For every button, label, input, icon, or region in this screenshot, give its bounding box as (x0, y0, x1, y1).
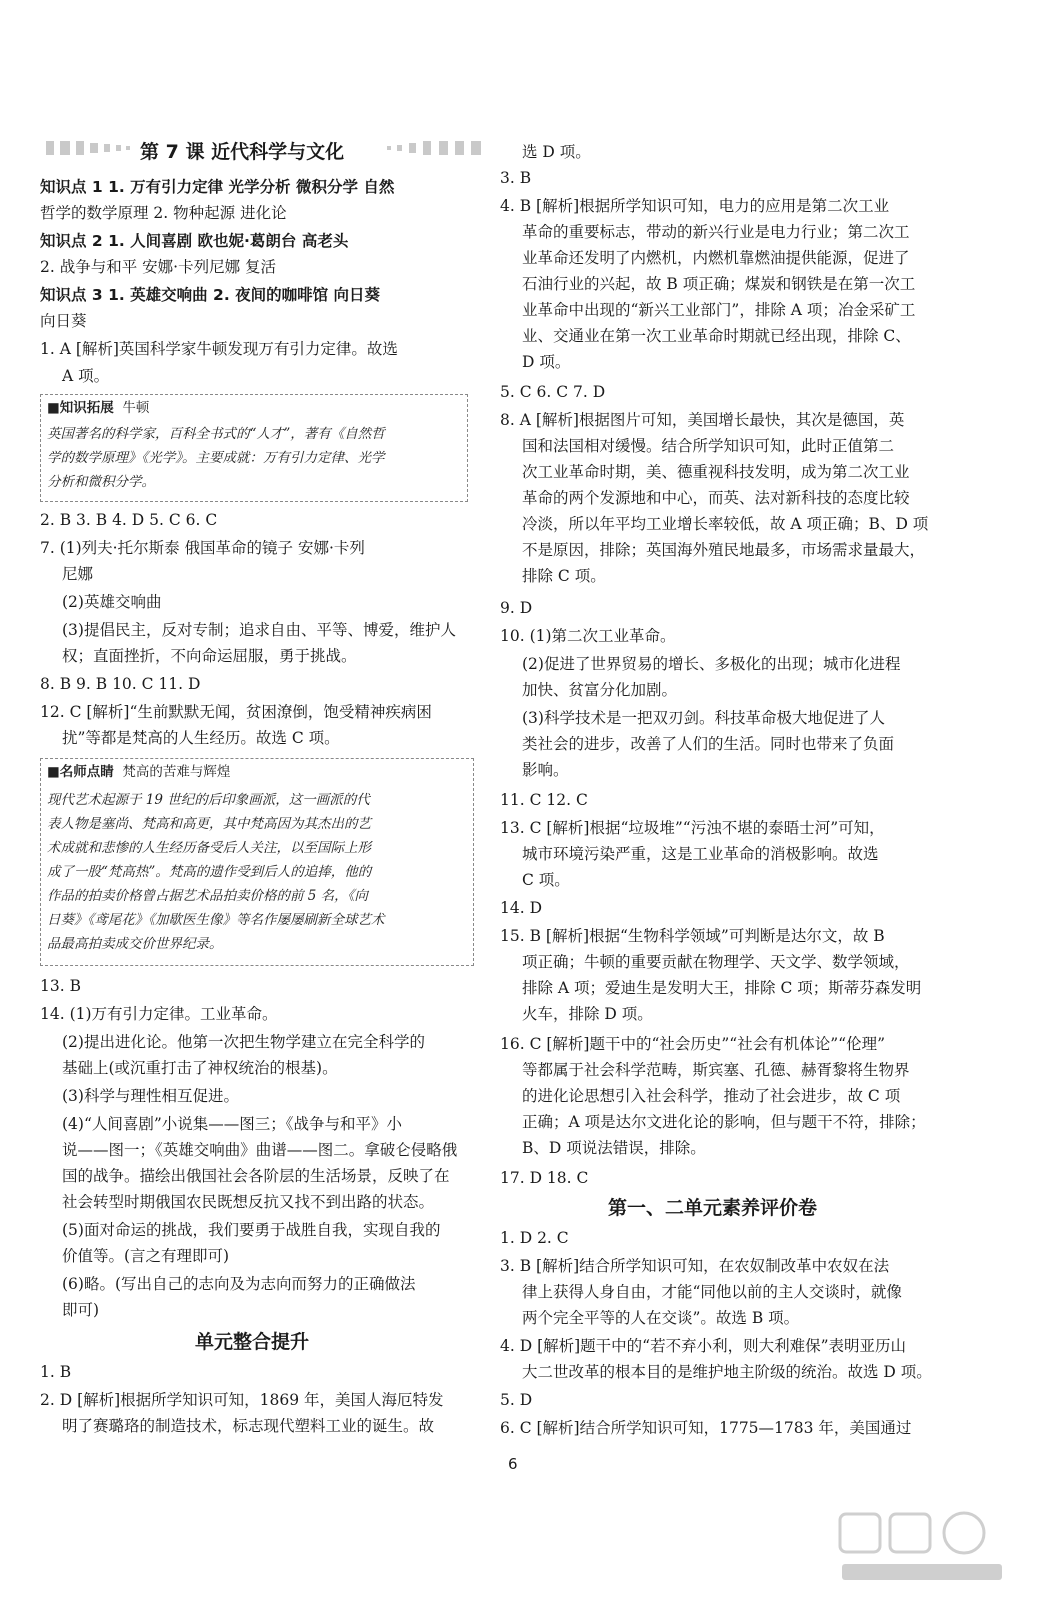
answer-line: (3)科学与理性相互促进。 (62, 1087, 239, 1105)
answer-line: 1. B (40, 1363, 72, 1381)
knowledge-point-line: 知识点 1 1. 万有引力定律 光学分析 微积分学 自然 (40, 178, 395, 196)
answer-line: 4. D [解析]题干中的“若不弃小利，则大利难保”表明亚历山 (500, 1337, 907, 1355)
answer-line: 两个完全平等的人在交谈”。故选 B 项。 (522, 1309, 800, 1327)
knowledge-point-line: 知识点 3 1. 英雄交响曲 2. 夜间的咖啡馆 向日葵 (40, 286, 381, 304)
answer-line: 5. D (500, 1391, 533, 1409)
teacher-insight-line: 作品的拍卖价格曾占据艺术品拍卖价格的前 5 名，《向 (47, 888, 368, 904)
answer-line: 业革命中出现的“新兴工业部门”，排除 A 项；冶金采矿工 (522, 301, 916, 319)
answer-line: 不是原因，排除；英国海外殖民地最多，市场需求量最大， (522, 541, 926, 559)
answer-line: 排除 A 项；爱迪生是发明大王，排除 C 项；斯蒂芬森发明 (522, 979, 922, 997)
answer-line: 3. B [解析]结合所学知识可知，在农奴制改革中农奴在法 (500, 1257, 890, 1275)
answer-line: 价值等。(言之有理即可) (62, 1247, 230, 1265)
answer-line: 社会转型时期俄国农民既想反抗又找不到出路的状态。 (62, 1193, 435, 1211)
knowledge-extension-line: 英国著名的科学家，百科全书式的“人才”，著有《自然哲 (47, 426, 385, 442)
answer-line: 权；直面挫折，不向命运屈服，勇于挑战。 (62, 647, 357, 665)
answer-line: 明了赛璐珞的制造技术，标志现代塑料工业的诞生。故 (62, 1417, 435, 1435)
answer-line: 2. 战争与和平 安娜·卡列尼娜 复活 (40, 258, 276, 276)
answer-line: 8. B 9. B 10. C 11. D (40, 675, 201, 693)
answer-line: 尼娜 (62, 565, 94, 583)
header-decoration-left (44, 135, 136, 161)
page-number: 6 (508, 1455, 518, 1473)
answer-line: 17. D 18. C (500, 1169, 589, 1187)
knowledge-extension-mark: ■知识拓展 (47, 400, 114, 416)
teacher-insight-line: 术成就和悲惨的人生经历备受后人关注，以至国际上形 (47, 840, 371, 856)
answer-line: 类社会的进步，改善了人们的生活。同时也带来了负面 (522, 735, 895, 753)
answer-line: 业革命还发明了内燃机，内燃机靠燃油提供能源，促进了 (522, 249, 910, 267)
answer-line: 排除 C 项。 (522, 567, 606, 585)
header-decoration-right (385, 135, 490, 161)
knowledge-point-line: 知识点 2 1. 人间喜剧 欧也妮·葛朗台 高老头 (40, 232, 349, 250)
answer-line: (4)“人间喜剧”小说集——图三；《战争与和平》小 (62, 1115, 403, 1133)
answer-line: 基础上(或沉重打击了神权统治的根基)。 (62, 1059, 338, 1077)
teacher-insight-line: 日葵》《鸢尾花》《加歇医生像》等名作屡屡刷新全球艺术 (47, 912, 385, 928)
answer-line: 14. (1)万有引力定律。工业革命。 (40, 1005, 278, 1023)
answer-line: 城市环境污染严重，这是工业革命的消极影响。故选 (522, 845, 879, 863)
answer-line: 13. C [解析]根据“垃圾堆”“污浊不堪的泰晤士河”可知， (500, 819, 885, 837)
knowledge-extension-topic: 牛顿 (122, 400, 150, 416)
answer-line: 律上获得人身自由，才能“同他以前的主人交谈时，就像 (522, 1283, 902, 1301)
section-heading: 第一、二单元素养评价卷 (608, 1197, 818, 1219)
answer-line: 14. D (500, 899, 543, 917)
answer-line: 即可) (62, 1301, 100, 1319)
teacher-insight-mark: ■名师点睛 (47, 764, 114, 780)
answer-line: 业、交通业在第一次工业革命时期就已经出现，排除 C、 (522, 327, 911, 345)
answer-line: 国的战争。描绘出俄国社会各阶层的生活场景，反映了在 (62, 1167, 450, 1185)
answer-line: 15. B [解析]根据“生物科学领域”可判断是达尔文，故 B (500, 927, 885, 945)
watermark-logo (832, 1508, 1012, 1588)
answer-line: C 项。 (522, 871, 570, 889)
teacher-insight-line: 品最高拍卖成交价世界纪录。 (47, 936, 223, 952)
answer-line: 9. D (500, 599, 533, 617)
answer-line: 2. B 3. B 4. D 5. C 6. C (40, 511, 218, 529)
answer-line: 10. (1)第二次工业革命。 (500, 627, 676, 645)
answer-line: (5)面对命运的挑战，我们要勇于战胜自我，实现自我的 (62, 1221, 441, 1239)
answer-line: (3)科学技术是一把双刃剑。科技革命极大地促进了人 (522, 709, 885, 727)
knowledge-extension-title (47, 399, 149, 417)
answer-line: 3. B (500, 169, 532, 187)
answer-line: 6. C [解析]结合所学知识可知，1775—1783 年，美国通过 (500, 1419, 912, 1437)
answer-line: 国和法国相对缓慢。结合所学知识可知，此时正值第二 (522, 437, 895, 455)
answer-line: B、D 项说法错误，排除。 (522, 1139, 706, 1157)
teacher-insight-title (47, 763, 230, 781)
knowledge-extension-line: 学的数学原理》《光学》。主要成就：万有引力定律、光学 (47, 450, 385, 466)
answer-line: 13. B (40, 977, 81, 995)
answer-line: 影响。 (522, 761, 569, 779)
teacher-insight-line: 成了一股“梵高热”。梵高的遗作受到后人的追捧，他的 (47, 864, 372, 880)
answer-line: (3)提倡民主，反对专制；追求自由、平等、博爱，维护人 (62, 621, 456, 639)
answer-line: 哲学的数学原理 2. 物种起源 进化论 (40, 204, 287, 222)
answer-line: (6)略。(写出自己的志向及为志向而努力的正确做法 (62, 1275, 416, 1293)
answer-line: 次工业革命时期，美、德重视科技发明，成为第二次工业 (522, 463, 910, 481)
answer-line: 革命的两个发源地和中心，而英、法对新科技的态度比较 (522, 489, 910, 507)
answer-line: 火车，排除 D 项。 (522, 1005, 653, 1023)
knowledge-extension-line: 分析和微积分学。 (47, 474, 155, 490)
answer-line: (2)促进了世界贸易的增长、多极化的出现；城市化进程 (522, 655, 901, 673)
answer-line: 向日葵 (40, 312, 87, 330)
answer-line: A 项。 (62, 367, 110, 385)
teacher-insight-topic: 梵高的苦难与辉煌 (122, 764, 231, 780)
answer-line: 12. C [解析]“生前默默无闻，贫困潦倒，饱受精神疾病困 (40, 703, 432, 721)
answer-line: 扰”等都是梵高的人生经历。故选 C 项。 (62, 729, 340, 747)
knowledge-extension-box (40, 394, 468, 502)
answer-line: 项正确；牛顿的重要贡献在物理学、天文学、数学领域， (522, 953, 910, 971)
answer-line: 8. A [解析]根据图片可知，美国增长最快，其次是德国，英 (500, 411, 905, 429)
answer-line: 冷淡，所以年平均工业增长率较低，故 A 项正确；B、D 项 (522, 515, 929, 533)
answer-line: 革命的重要标志，带动的新兴行业是电力行业；第二次工 (522, 223, 910, 241)
teacher-insight-line: 表人物是塞尚、梵高和高更，其中梵高因为其杰出的艺 (47, 816, 371, 832)
answer-line: 选 D 项。 (522, 143, 591, 161)
answer-line: 11. C 12. C (500, 791, 588, 809)
answer-line: 7. (1)列夫·托尔斯泰 俄国革命的镜子 安娜·卡列 (40, 539, 365, 557)
teacher-insight-box (40, 758, 474, 966)
answer-line: 加快、贫富分化加剧。 (522, 681, 678, 699)
answer-line: 1. A [解析]英国科学家牛顿发现万有引力定律。故选 (40, 340, 398, 358)
section-heading: 第 7 课 近代科学与文化 (140, 141, 345, 163)
answer-line: (2)英雄交响曲 (62, 593, 162, 611)
answer-line: 正确；A 项是达尔文进化论的影响，但与题干不符，排除； (522, 1113, 926, 1131)
answer-line: 说——图一；《英雄交响曲》曲谱——图二。拿破仑侵略俄 (62, 1141, 458, 1159)
answer-line: 等都属于社会科学范畴，斯宾塞、孔德、赫胥黎将生物界 (522, 1061, 910, 1079)
answer-line: 16. C [解析]题干中的“社会历史”“社会有机体论”“伦理” (500, 1035, 886, 1053)
answer-line: D 项。 (522, 353, 571, 371)
answer-line: 1. D 2. C (500, 1229, 569, 1247)
answer-line: 4. B [解析]根据所学知识可知，电力的应用是第二次工业 (500, 197, 890, 215)
answer-line: 的进化论思想引入社会科学，推动了社会进步，故 C 项 (522, 1087, 901, 1105)
answer-line: 大二世改革的根本目的是维护地主阶级的统治。故选 D 项。 (522, 1363, 932, 1381)
teacher-insight-line: 现代艺术起源于 19 世纪的后印象画派，这一画派的代 (47, 792, 370, 808)
answer-line: 5. C 6. C 7. D (500, 383, 606, 401)
section-heading: 单元整合提升 (195, 1331, 310, 1353)
answer-line: 2. D [解析]根据所学知识可知，1869 年，美国人海厄特发 (40, 1391, 444, 1409)
answer-line: (2)提出进化论。他第一次把生物学建立在完全科学的 (62, 1033, 425, 1051)
answer-line: 石油行业的兴起，故 B 项正确；煤炭和钢铁是在第一次工 (522, 275, 916, 293)
